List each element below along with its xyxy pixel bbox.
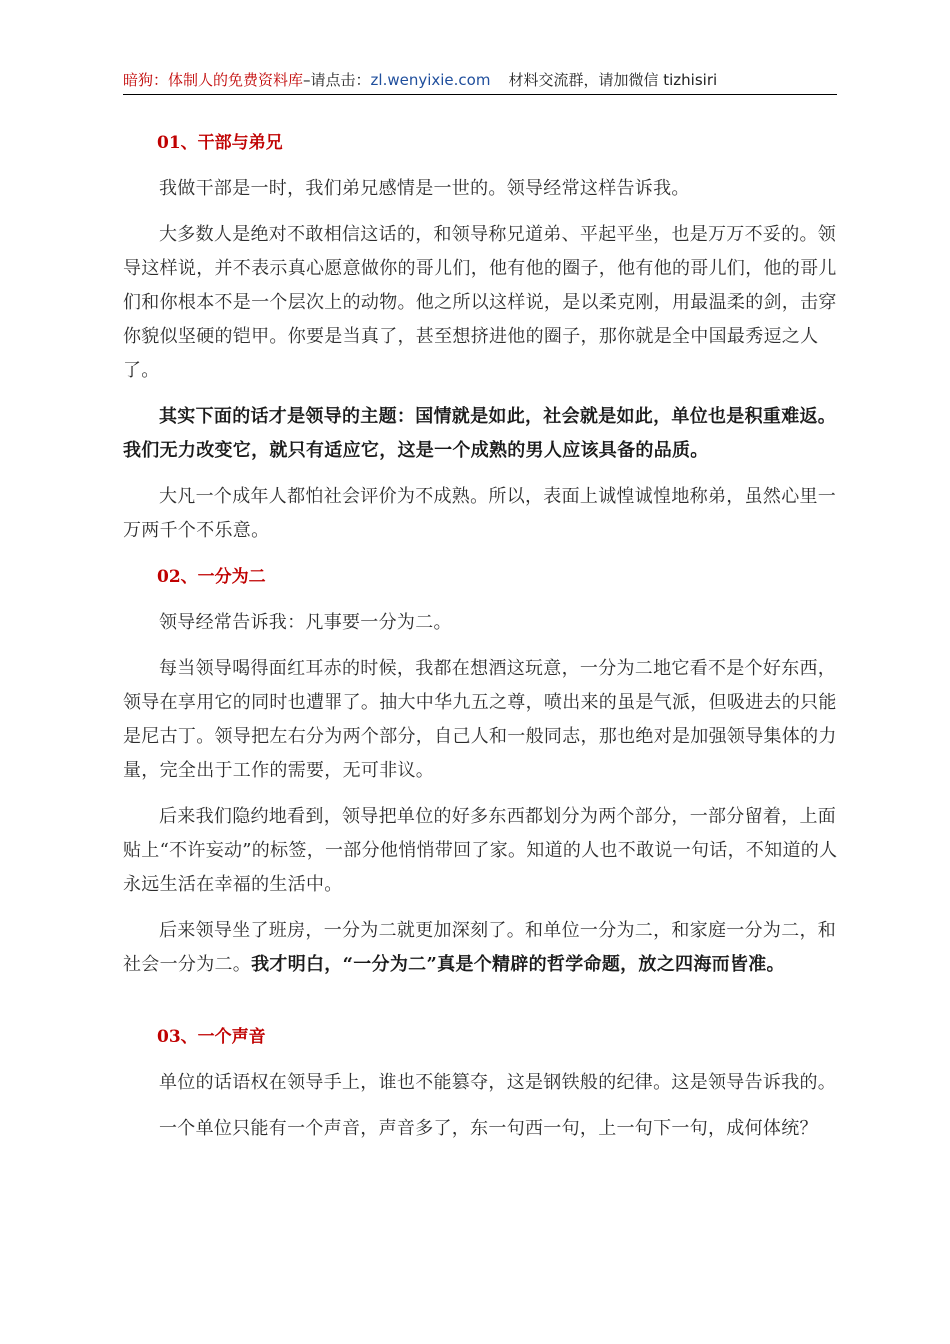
paragraph: 每当领导喝得面红耳赤的时候，我都在想酒这玩意，一分为二地它看不是个好东西，领导在享用它的同时也遭罪了。抽大中华九五之尊，喷出来的虽是气派，但吸进去的只能是尼古丁。领导把左右分为两个部分，自己人和一般同志，那也绝对是加强领导集体的力量，完全出于工作的需要，无可非议。 [123,658,837,781]
paragraph: 领导经常告诉我：凡事要一分为二。 [159,612,452,633]
page-header [123,68,837,95]
paragraph-bold [123,400,853,468]
paragraph: 我做干部是一时，我们弟兄感情是一世的。领导经常这样告诉我。 [159,178,690,199]
section-one-divides-into-two [123,560,853,982]
click-prompt: –请点击： [303,71,371,89]
section-heading: 01、干部与弟兄 [157,133,283,153]
bold-text: 我才明白，“一分为二”真是个精辟的哲学命题，放之四海而皆准。 [251,954,785,975]
plain-text: 后来领导坐了班房，一分为二就更加深刻了。和单位一分为二，和家庭一分为二，和社会一分为二。 [123,920,837,975]
paragraph: 单位的话语权在领导手上，谁也不能篡夺，这是钢铁般的纪律。这是领导告诉我的。 [159,1072,837,1093]
paragraph: 大凡一个成年人都怕社会评价为不成熟。所以，表面上诚惶诚惶地称弟，虽然心里一万两千个不乐意。 [123,486,837,541]
section-cadre-and-brothers [123,126,853,548]
paragraph: 大多数人是绝对不敢相信这话的，和领导称兄道弟、平起平坐，也是万万不妥的。领导这样说，并不表示真心愿意做你的哥儿们，他有他的圈子，他有他的哥儿们，他的哥儿们和你根本不是一个层次上的动物。他之所以这样说，是以柔克刚，用最温柔的剑，击穿你貌似坚硬的铠甲。你要是当真了，甚至想挤进他的圈子，那你就是全中国最秀逗之人了。 [123,224,837,381]
section-one-voice [123,1020,853,1146]
wechat-contact: 材料交流群，请加微信 tizhisiri [508,71,718,89]
bold-text: 其实下面的话才是领导的主题：国情就是如此，社会就是如此，单位也是积重难返。我们无力改变它，就只有适应它，这是一个成熟的男人应该具备的品质。 [123,406,837,461]
article-body [123,126,853,1146]
site-url-link[interactable]: zl.wenyixie.com [370,71,491,89]
paragraph: 后来我们隐约地看到，领导把单位的好多东西都划分为两个部分，一部分留着，上面贴上“不许妄动”的标签，一部分他悄悄带回了家。知道的人也不敢说一句话，不知道的人永远生活在幸福的生活中。 [123,806,838,895]
section-heading: 03、一个声音 [157,1027,266,1047]
site-name: 暗狗：体制人的免费资料库 [123,71,304,89]
section-heading: 02、一分为二 [157,567,266,587]
paragraph [123,914,853,982]
paragraph: 一个单位只能有一个声音，声音多了，东一句西一句，上一句下一句，成何体统？ [159,1118,818,1139]
